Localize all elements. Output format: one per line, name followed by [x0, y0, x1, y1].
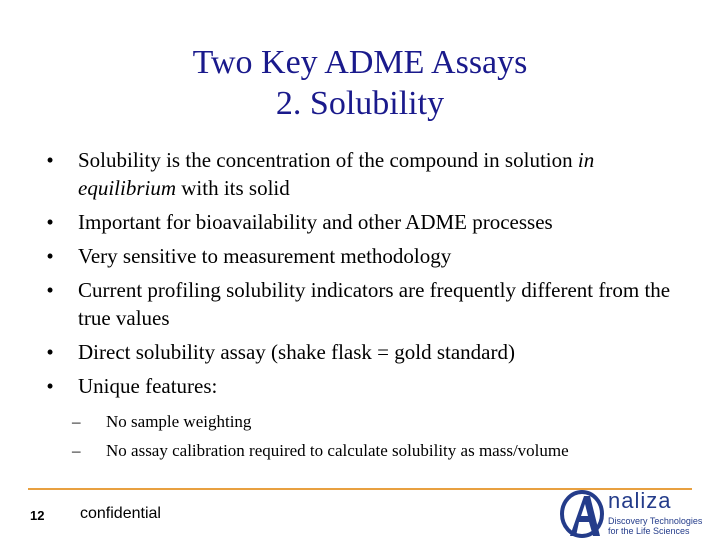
bullet-text: Unique features: — [78, 374, 218, 398]
title-line-1: Two Key ADME Assays — [192, 44, 528, 81]
analiza-logo-mark-icon — [560, 486, 610, 540]
confidential-label: confidential — [80, 505, 161, 522]
bullet-item — [40, 208, 690, 236]
sub-bullet-item — [72, 410, 692, 434]
dash-icon: – — [72, 412, 81, 431]
bullet-icon: • — [46, 278, 54, 302]
bullet-text: Very sensitive to measurement methodology — [78, 244, 452, 268]
bullet-item — [40, 338, 690, 366]
bullet-text: Direct solubility assay (shake flask = gold standard) — [78, 340, 515, 364]
bullet-item — [40, 146, 690, 202]
bullet-item — [40, 372, 690, 400]
bullet-icon: • — [46, 148, 54, 172]
bullet-text: Solubility is the concentration of the compound in solution in equilibrium with its solid — [78, 148, 595, 200]
sub-bullet-list — [72, 410, 692, 468]
page-number: 12 — [30, 508, 45, 523]
logo-name: naliza — [608, 488, 672, 513]
logo-tagline-2: for the Life Sciences — [608, 526, 690, 536]
dash-icon: – — [72, 441, 81, 460]
sub-bullet-item — [72, 439, 692, 463]
sub-bullet-text: No assay calibration required to calculate solubility as mass/volume — [106, 441, 569, 460]
slide-title — [0, 42, 720, 124]
emphasis-text: in equilibrium — [78, 148, 595, 200]
bullet-item — [40, 276, 690, 332]
sub-bullet-text: No sample weighting — [106, 412, 252, 431]
bullet-icon: • — [46, 210, 54, 234]
bullet-item — [40, 242, 690, 270]
bullet-icon: • — [46, 340, 54, 364]
bullet-list — [40, 146, 690, 406]
analiza-logo — [560, 486, 720, 540]
bullet-icon: • — [46, 244, 54, 268]
bullet-text: Current profiling solubility indicators are frequently different from the true values — [78, 278, 671, 330]
logo-tagline-1: Discovery Technologies — [608, 516, 703, 526]
bullet-icon: • — [46, 374, 54, 398]
bullet-text: Important for bioavailability and other ADME processes — [78, 210, 553, 234]
title-line-2: 2. Solubility — [275, 85, 445, 122]
